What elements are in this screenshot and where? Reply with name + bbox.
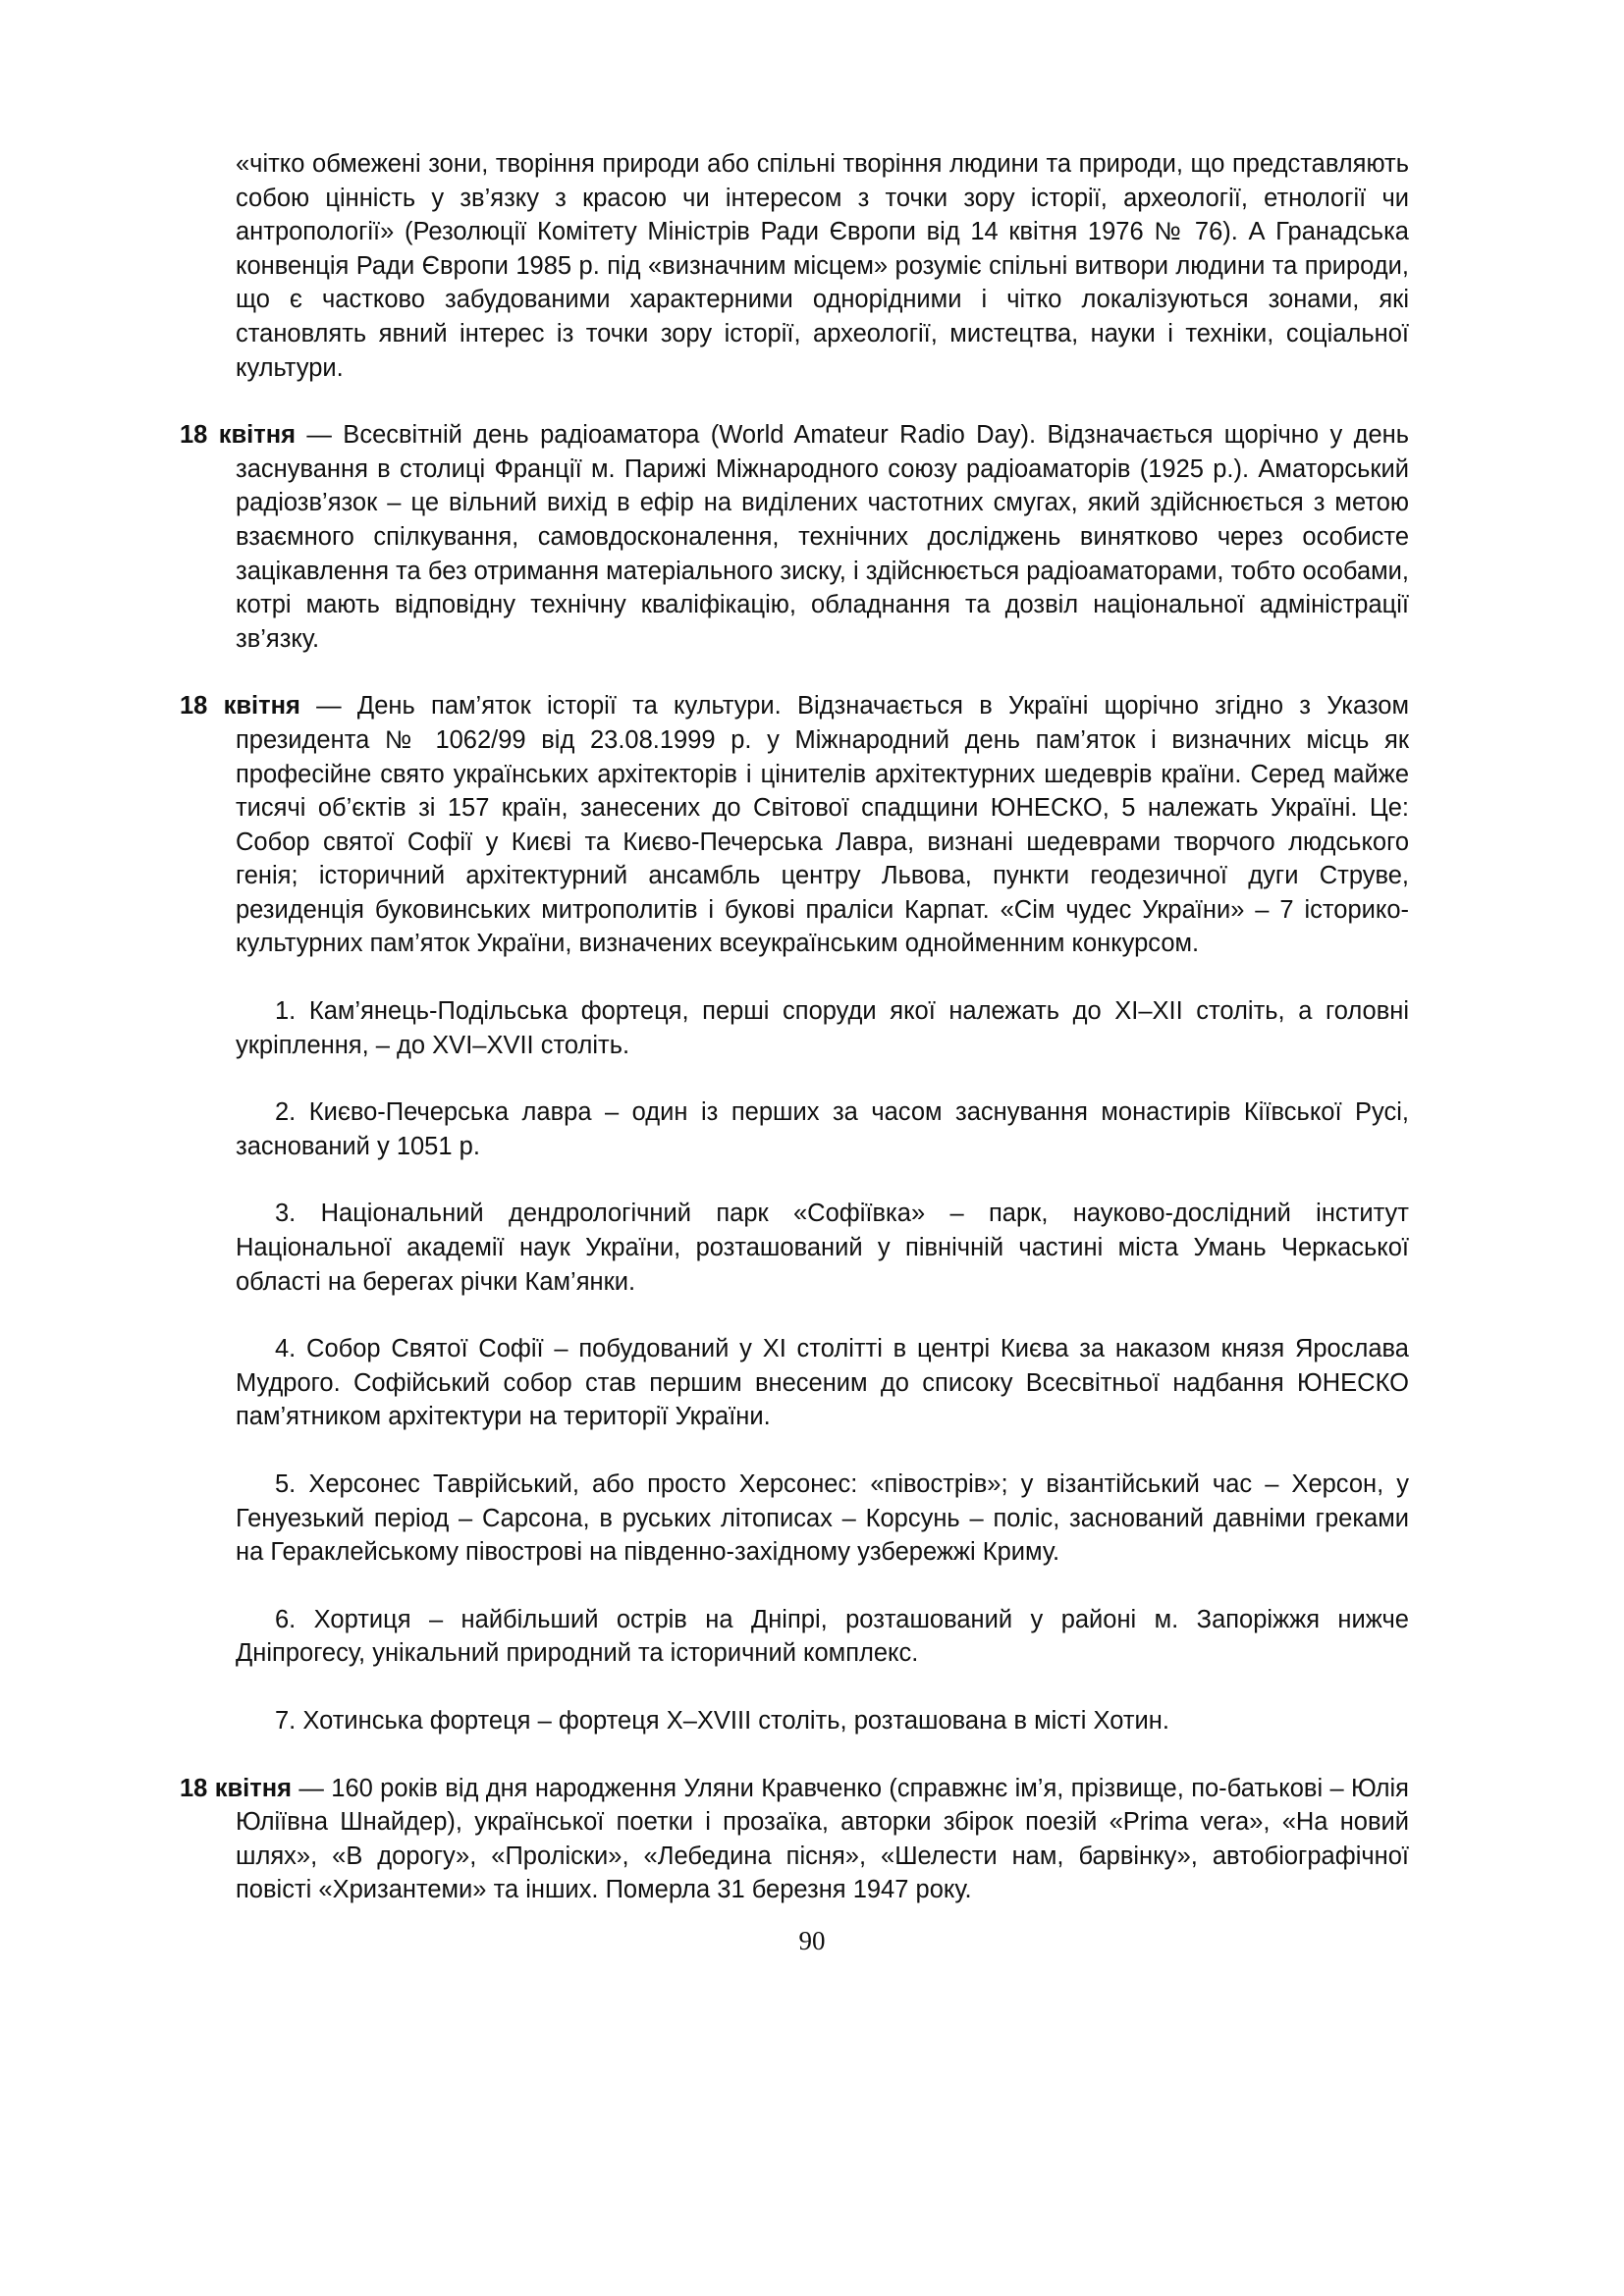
entry-radio-amateur-day — [180, 418, 1409, 656]
list-item: 5. Херсонес Таврійський, або просто Херсонес: «півострів»; у візантійський час – Херсон, у Генуезький період – Сарсона, в руських літописах – Корсунь – поліс, заснований давніми греками на Гераклейському півострові на південно-західному узбережжі Криму. — [236, 1470, 1409, 1567]
entry-date: 18 квітня — [180, 421, 297, 450]
list-item: 6. Хортиця – найбільший острів на Дніпрі, розташований у районі м. Запоріжжя нижче Дніпрогесу, унікальний природний та історичний комплекс. — [236, 1605, 1409, 1668]
list-item: 4. Собор Святої Софії – побудований у XI столітті в центрі Києва за наказом князя Ярослава Мудрого. Софійський собор став першим внесеним до списоку Всесвітньої надбання ЮНЕСКО пам’ятником архітектури на території України. — [236, 1335, 1409, 1431]
list-item: 3. Національний дендрологічний парк «Софіївка» – парк, науково-дослідний інститут Національної академії наук України, розташований у північній частині міста Умань Черкаської області на берегах річки Кам’янки. — [236, 1200, 1409, 1296]
entry-text: — 160 років від дня народження Уляни Кравченко (справжнє ім’я, прізвище, по-батькові – Юлія Юліївна Шнайдер), української поетки і прозаїка, авторки збірок поезій «Prima vera», «На новий шлях», «В дорогу», «Проліски», «Лебедина пісня», «Шелести нам, барвінку», автобіографічної повісті «Хризантеми» та інших. Померла 31 березня 1947 року. — [236, 1774, 1409, 1904]
entry-date: 18 квітня — [180, 692, 300, 721]
page-number: 90 — [798, 1926, 826, 1955]
entry-text: — День пам’яток історії та культури. Відзначається в Україні щорічно згідно з Указом президента № 1062/99 від 23.08.1999 р. у Міжнародний день пам’яток і визначних місць як професійне свято українських архітекторів і цінителів архітектурних шедеврів країни. Серед майже тисячі об’єктів зі 157 країн, занесених до Світової спадщини ЮНЕСКО, 5 належать Україні. Це: Собор святої Софії у Києві та Києво-Печерська Лавра, визнані шедеврами творчого людського генія; історичний архітектурний ансамбль центру Львова, пункти геодезичної дуги Струве, резиденція буковинських митрополитів і букові праліси Карпат. «Сім чудес України» – 7 історико-культурних пам’яток України, визначених всеукраїнським однойменним конкурсом. — [236, 692, 1409, 958]
list-item: 2. Києво-Печерська лавра – один із перших за часом заснування монастирів Кіївської Русі, заснований у 1051 р. — [236, 1098, 1409, 1160]
entry-kravchenko-anniversary — [180, 1772, 1409, 1907]
intro-paragraph: «чітко обмежені зони, творіння природи або спільні творіння людини та природи, що представляють собою цінність у зв’язку з красою чи інтересом з точки зору історії, археології, етнології чи антропології» (Резолюції Комітету Міністрів Ради Європи від 14 квітня 1976 № 76). А Гранадська конвенція Ради Європи 1985 р. під «визначним місцем» розуміє спільні витвори людини та природи, що є частково забудованими характерними однорідними і чітко локалізуються зонами, які становлять явний інтерес із точки зору історії, археології, мистецтва, науки і техніки, соціальної культури. — [236, 150, 1409, 382]
entry-date: 18 квітня — [180, 1774, 293, 1802]
entry-text: — Всесвітній день радіоаматора (World Amateur Radio Day). Відзначається щорічно у день заснування в столиці Франції м. Парижі Міжнародного союзу радіоаматорів (1925 р.). Аматорський радіозв’язок – це вільний вихід в ефір на виділених частотних смугах, який здійснюється з метою взаємного спілкування, самовдосконалення, технічних досліджень винятково через особисте зацікавлення та без отримання матеріального зиску, і здійснюється радіоаматорами, тобто особами, котрі мають відповідну технічну кваліфікацію, обладнання та дозвіл національної адміністрації зв’язку. — [236, 421, 1409, 653]
list-item: 7. Хотинська фортеця – фортеця X–XVIII століть, розташована в місті Хотин. — [275, 1706, 1169, 1735]
list-item: 1. Кам’янець-Подільська фортеця, перші споруди якої належать до XI–XII століть, а головні укріплення, – до XVI–XVII століть. — [236, 997, 1409, 1059]
entry-monuments-day — [180, 689, 1409, 961]
page-content — [180, 147, 1409, 1907]
